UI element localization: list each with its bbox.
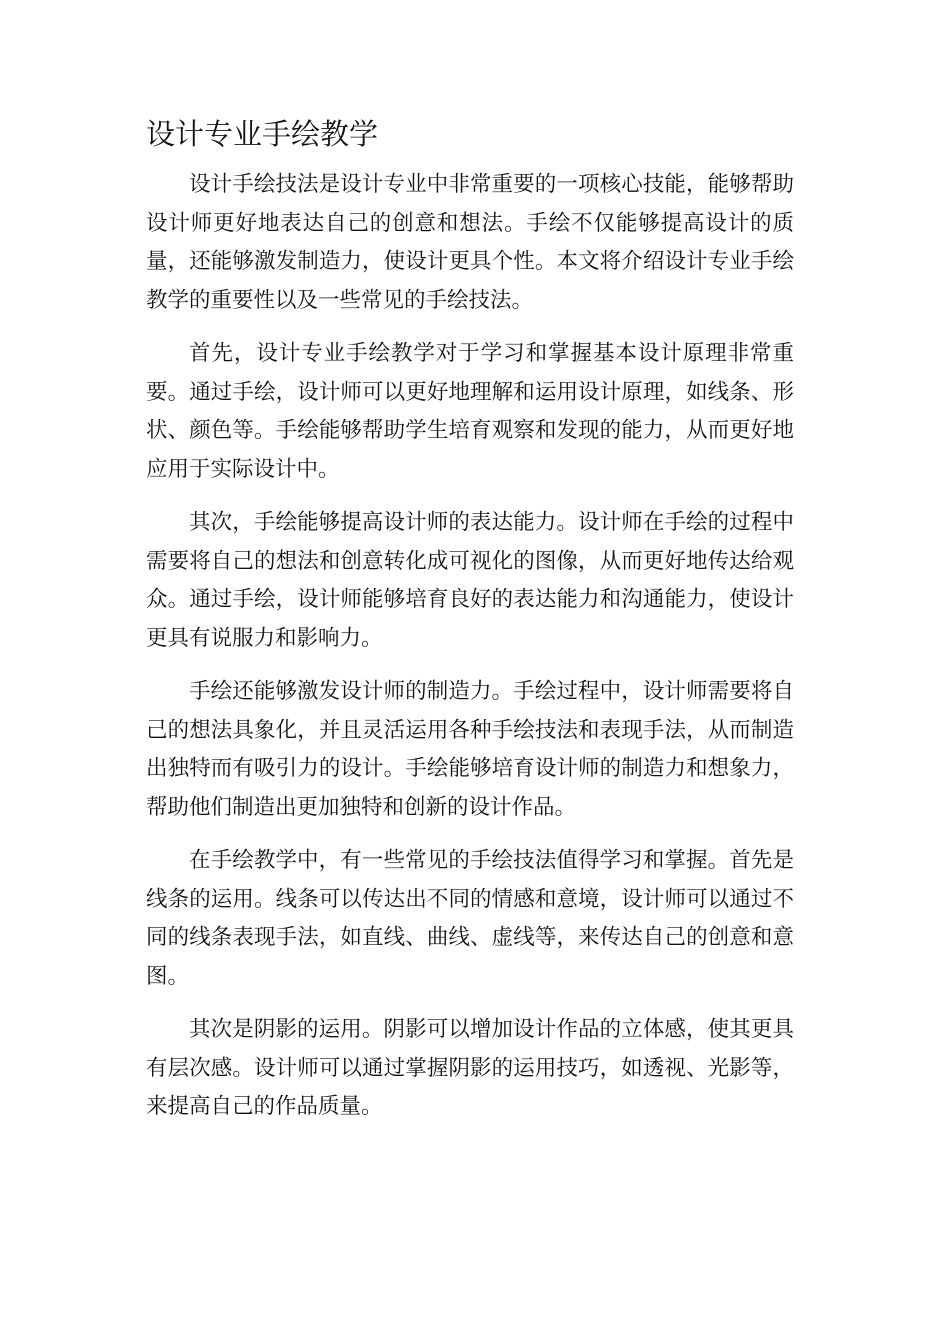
paragraph-3: 其次，手绘能够提高设计师的表达能力。设计师在手绘的过程中需要将自己的想法和创意转化成可视化的图像，从而更好地传达给观众。通过手绘，设计师能够培育良好的表达能力和沟通能力，使设计更具有说服力和影响力。 — [146, 510, 794, 651]
paragraph-5: 在手绘教学中，有一些常见的手绘技法值得学习和掌握。首先是线条的运用。线条可以传达出不同的情感和意境，设计师可以通过不同的线条表现手法，如直线、曲线、虚线等，来传达自己的创意和意图。 — [146, 848, 794, 989]
paragraph-2: 首先，设计专业手绘教学对于学习和掌握基本设计原理非常重要。通过手绘，设计师可以更好地理解和运用设计原理，如线条、形状、颜色等。手绘能够帮助学生培育观察和发现的能力，从而更好地应用于实际设计中。 — [146, 341, 794, 482]
document-title: 设计专业手绘教学 — [146, 117, 379, 151]
paragraph-6: 其次是阴影的运用。阴影可以增加设计作品的立体感，使其更具有层次感。设计师可以通过掌握阴影的运用技巧，如透视、光影等，来提高自己的作品质量。 — [146, 1017, 794, 1119]
paragraph-1: 设计手绘技法是设计专业中非常重要的一项核心技能，能够帮助设计师更好地表达自己的创意和想法。手绘不仅能够提高设计的质量，还能够激发制造力，使设计更具个性。本文将介绍设计专业手绘教学的重要性以及一些常见的手绘技法。 — [146, 172, 794, 313]
document-body — [146, 166, 794, 1142]
paragraph-4: 手绘还能够激发设计师的制造力。手绘过程中，设计师需要将自己的想法具象化，并且灵活运用各种手绘技法和表现手法，从而制造出独特而有吸引力的设计。手绘能够培育设计师的制造力和想象力，帮助他们制造出更加独特和创新的设计作品。 — [146, 679, 794, 820]
